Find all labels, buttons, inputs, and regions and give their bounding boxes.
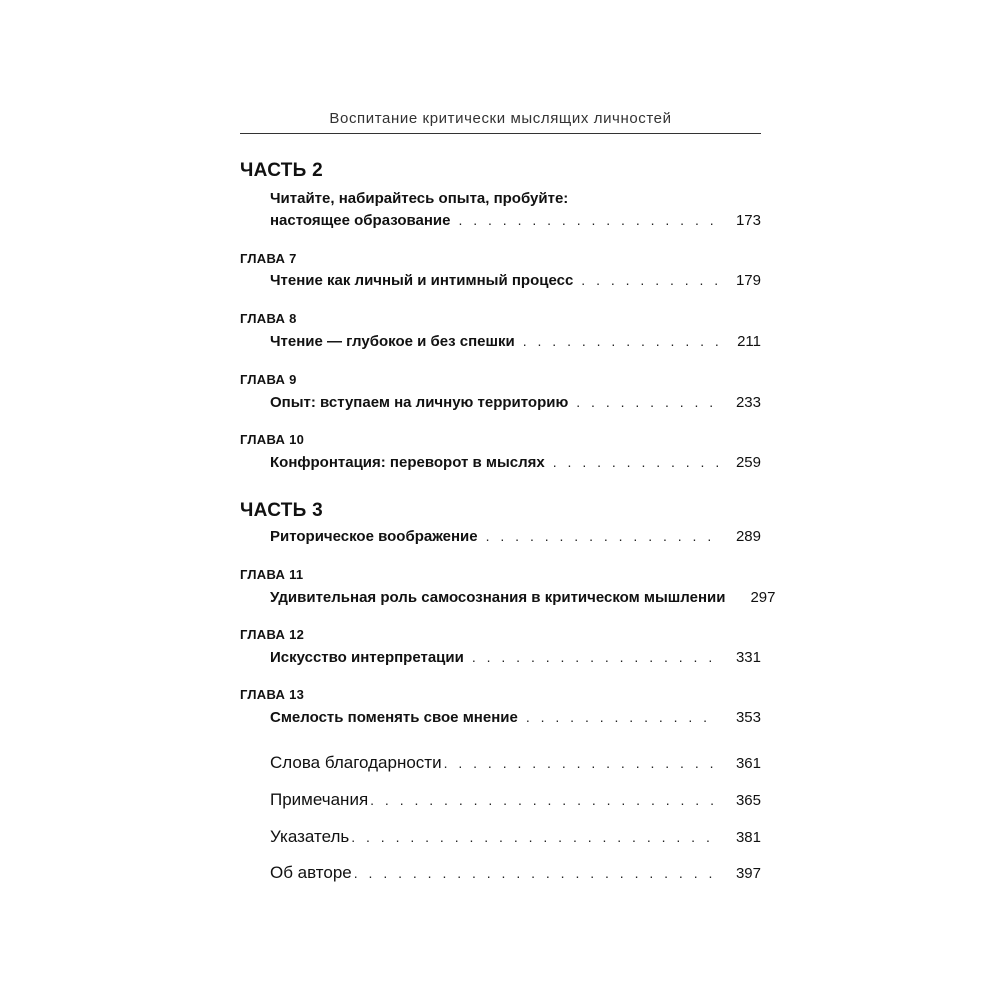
toc-entry-back — [270, 827, 761, 847]
page-number: 173 — [735, 212, 761, 229]
entry-title: Чтение как личный и интимный процесс — [270, 272, 574, 289]
header-rule — [240, 133, 761, 134]
toc-entry — [270, 528, 761, 545]
entry-title: настоящее образование — [270, 212, 451, 229]
toc-entry-back — [270, 753, 761, 773]
toc-entry — [270, 709, 761, 726]
chapter-label: ГЛАВА 12 — [240, 627, 305, 642]
entry-title: Слова благодарности — [270, 753, 442, 772]
page-number: 289 — [735, 528, 761, 545]
dot-leader — [576, 394, 719, 410]
dot-leader — [581, 272, 719, 288]
entry-title: Опыт: вступаем на личную территорию — [270, 394, 569, 411]
running-head: Воспитание критически мыслящих личностей — [329, 110, 672, 127]
dot-leader — [526, 709, 719, 725]
dot-leader — [354, 865, 719, 881]
part-2-title: ЧАСТЬ 2 — [240, 160, 324, 181]
chapter-label: ГЛАВА 11 — [240, 567, 304, 582]
dot-leader — [444, 755, 719, 771]
dot-leader — [472, 649, 719, 665]
toc-entry — [270, 394, 761, 411]
entry-title: Искусство интерпретации — [270, 649, 464, 666]
page-number: 211 — [737, 333, 761, 350]
toc-entry — [270, 272, 761, 289]
chapter-label: ГЛАВА 9 — [240, 372, 297, 387]
toc-entry-back — [270, 790, 761, 810]
page-number: 297 — [750, 589, 776, 606]
dot-leader — [351, 829, 719, 845]
dot-leader — [370, 792, 719, 808]
entry-title: Об авторе — [270, 863, 352, 882]
toc-entry-back — [270, 863, 761, 883]
dot-leader — [458, 212, 719, 228]
page-number: 179 — [735, 272, 761, 289]
part-2-intro-line-1: Читайте, набирайтесь опыта, пробуйте: — [270, 190, 569, 207]
page-number: 365 — [735, 792, 761, 809]
toc-entry — [270, 454, 761, 471]
dot-leader — [553, 454, 719, 470]
entry-title: Чтение — глубокое и без спешки — [270, 333, 515, 350]
part-3-title: ЧАСТЬ 3 — [240, 500, 324, 521]
dot-leader — [523, 333, 719, 349]
entry-title: Удивительная роль самосознания в критическом мышлении — [270, 589, 726, 606]
toc-entry — [270, 333, 761, 350]
chapter-label: ГЛАВА 10 — [240, 432, 305, 447]
page-number: 331 — [735, 649, 761, 666]
page-number: 361 — [735, 755, 761, 772]
page-number: 381 — [735, 829, 761, 846]
chapter-label: ГЛАВА 8 — [240, 311, 297, 326]
page-number: 233 — [735, 394, 761, 411]
page-number: 353 — [735, 709, 761, 726]
page-number: 397 — [735, 865, 761, 882]
toc-entry — [270, 589, 776, 606]
entry-title: Конфронтация: переворот в мыслях — [270, 454, 545, 471]
page-number: 259 — [735, 454, 761, 471]
toc-entry — [270, 212, 761, 229]
chapter-label: ГЛАВА 13 — [240, 687, 305, 702]
entry-title: Риторическое воображение — [270, 528, 478, 545]
toc-entry — [270, 649, 761, 666]
chapter-label: ГЛАВА 7 — [240, 251, 297, 266]
entry-title: Примечания — [270, 790, 369, 809]
entry-title: Смелость поменять свое мнение — [270, 709, 518, 726]
dot-leader — [486, 528, 719, 544]
entry-title: Указатель — [270, 827, 350, 846]
